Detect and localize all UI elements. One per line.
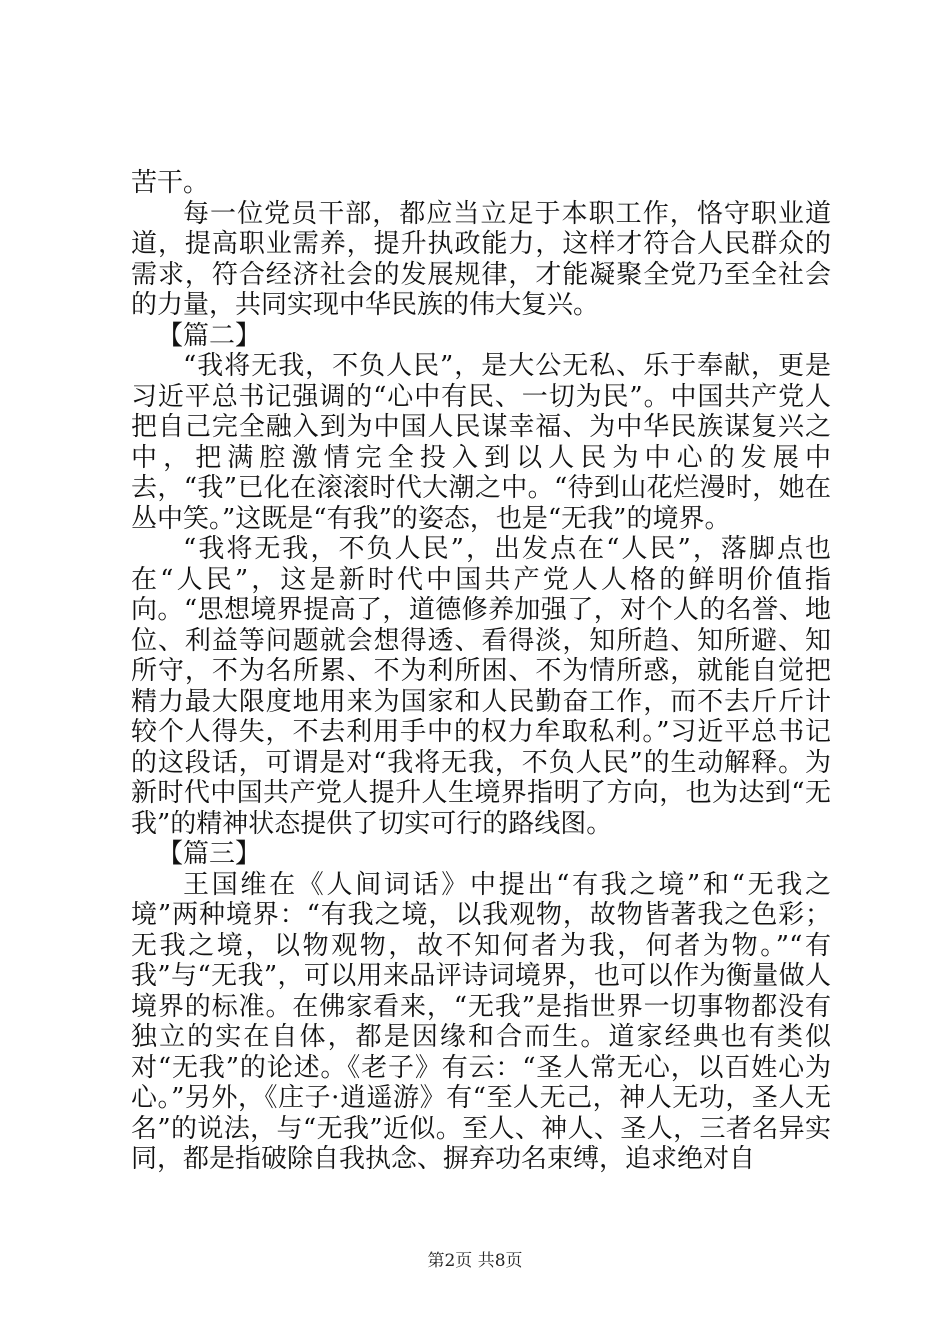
section-heading-2: 【篇二】 [157, 320, 262, 351]
section-heading-3: 【篇三】 [157, 839, 262, 869]
paragraph-2: 每一位党员干部，都应当立足于本职工作，恪守职业道道，提高职业需养，提升执政能力，这样才符合人民群众的需求，符合经济社会的发展规律，才能凝聚全党乃至全社会的力量，共同实现中华民族的伟大复兴。 [131, 198, 831, 320]
paragraph-5: 王国维在《人间词话》中提出“有我之境”和“无我之境”两种境界：“有我之境，以我观物，故物皆著我之色彩；无我之境，以物观物，故不知何者为我，何者为物。”“有我”与“无我”，可以用来品评诗词境界，也可以作为衡量做人境界的标准。在佛家看来，“无我”是指世界一切事物都没有独立的实在自体，都是因缘和合而生。道家经典也有类似对“无我”的论述。《老子》有云：“圣人常无心，以百姓心为心。”另外，《庄子·逍遥游》有“至人无己，神人无功，圣人无名”的说法，与“无我”近似。至人、神人、圣人，三者名异实同，都是指破除自我执念、摒弃功名束缚，追求绝对自 [131, 869, 831, 1174]
page-number-footer: 第2页 共8页 [427, 1251, 523, 1271]
paragraph-1: 苦干。 [131, 168, 210, 198]
paragraph-4: “我将无我，不负人民”，出发点在“人民”，落脚点也在“人民”，这是新时代中国共产党人人格的鲜明价值指向。“思想境界提高了，道德修养加强了，对个人的名誉、地位、利益等问题就会想得透、看得淡，知所趋、知所避、知所守，不为名所累、不为利所困、不为情所惑，就能自觉把精力最大限度地用来为国家和人民勤奋工作，而不去斤斤计较个人得失，不去利用手中的权力牟取私利。”习近平总书记的这段话，可谓是对“我将无我，不负人民”的生动解释。为新时代中国共产党人提升人生境界指明了方向，也为达到“无我”的精神状态提供了切实可行的路线图。 [131, 534, 831, 839]
document-body [131, 168, 831, 1175]
paragraph-3: “我将无我，不负人民”，是大公无私、乐于奉献，更是习近平总书记强调的“心中有民、一切为民”。中国共产党人把自己完全融入到为中国人民谋幸福、为中华民族谋复兴之中，把满腔激情完全投入到以人民为中心的发展中去，“我”已化在滚滚时代大潮之中。“待到山花烂漫时，她在丛中笑。”这既是“有我”的姿态，也是“无我”的境界。 [131, 351, 831, 534]
